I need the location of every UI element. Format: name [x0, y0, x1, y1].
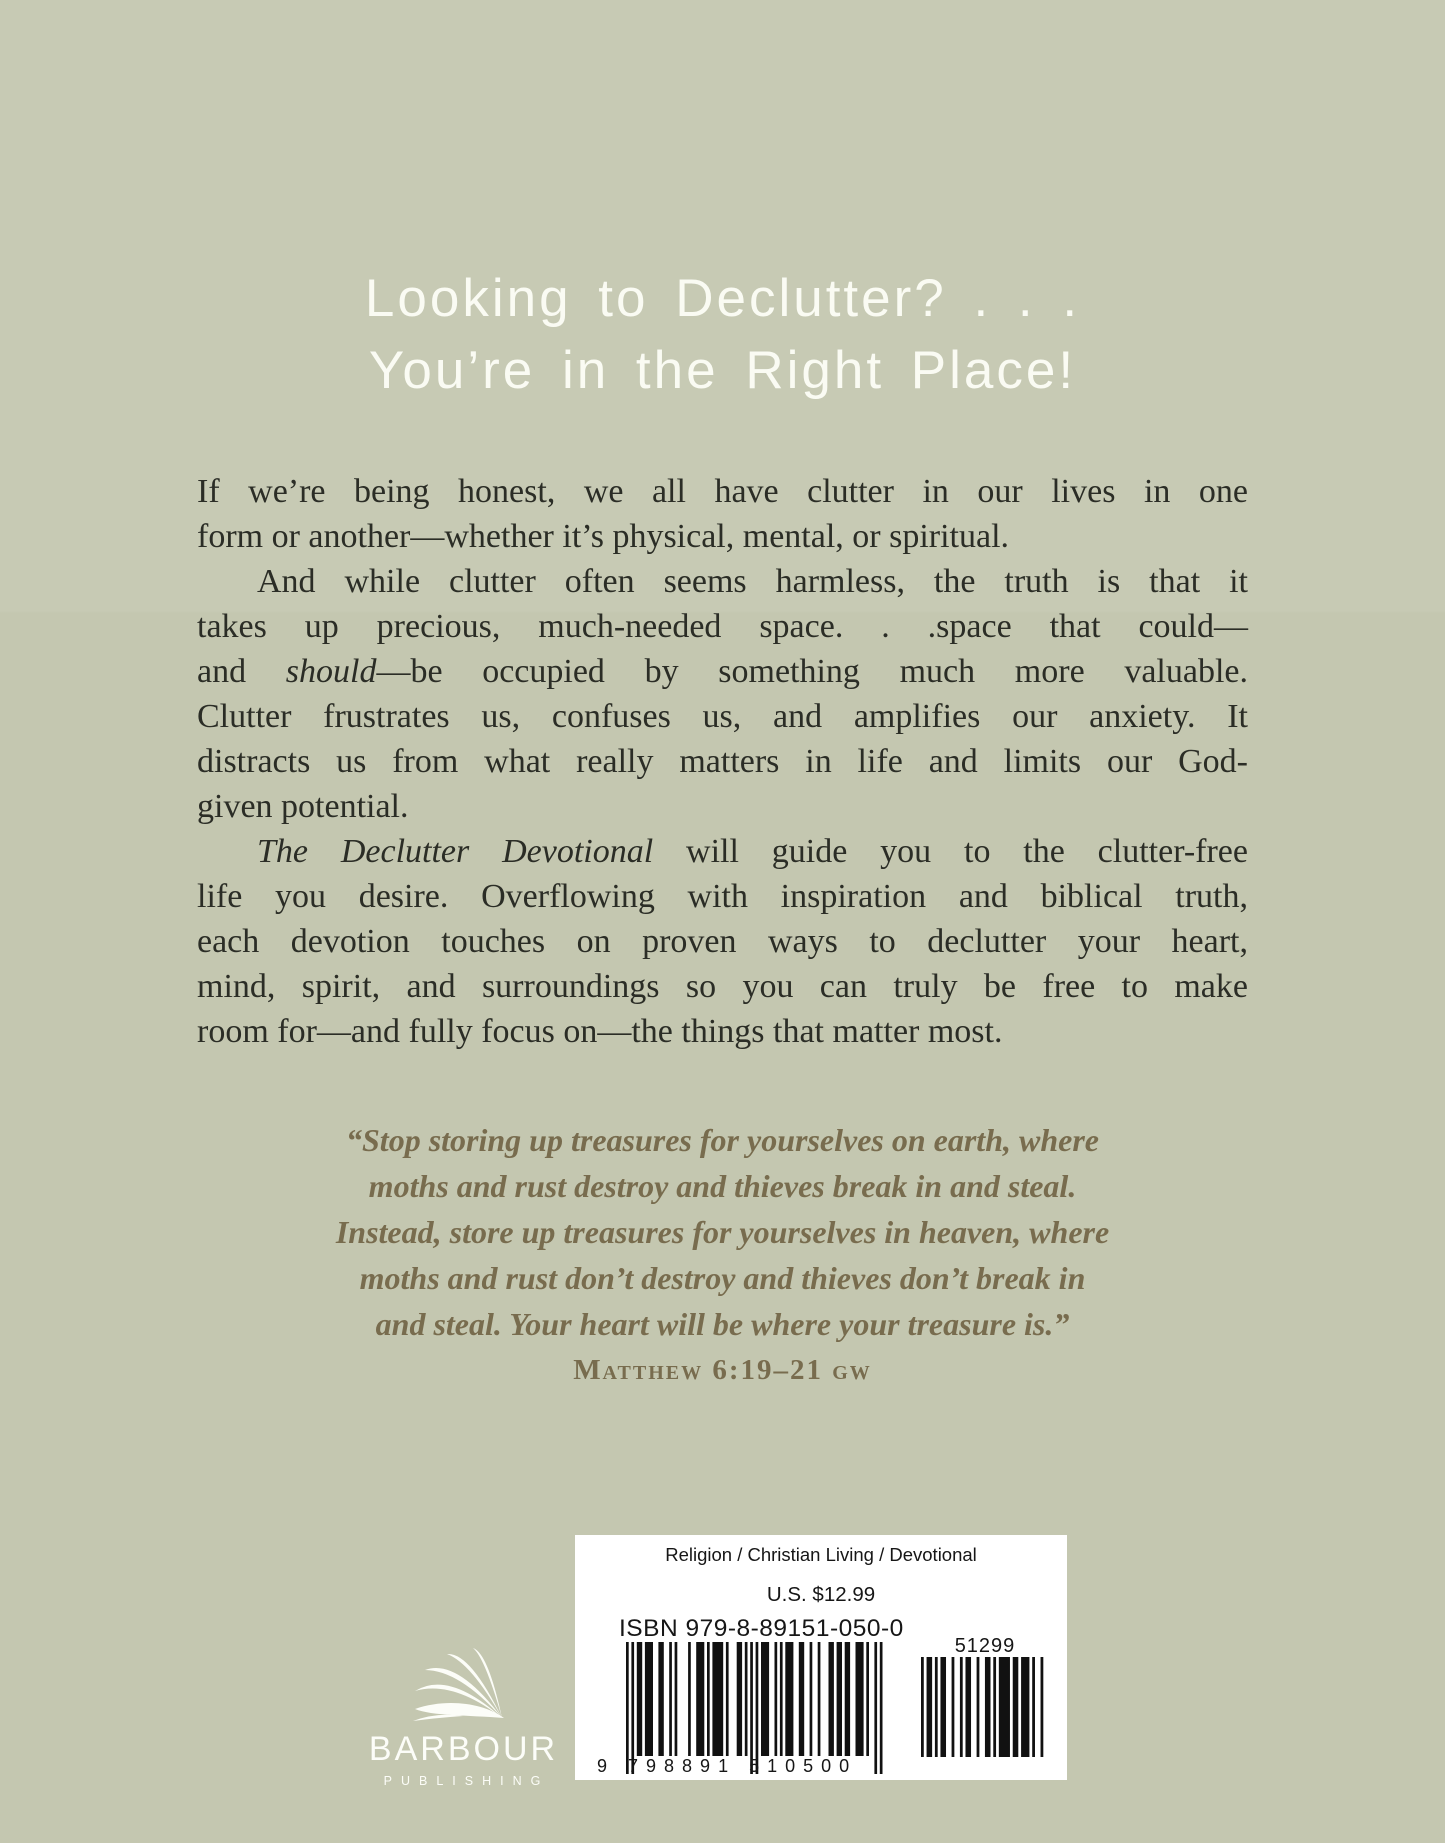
ean-barcode-icon: [626, 1642, 883, 1774]
body-line: And while clutter often seems harmless, the truth is that it: [257, 563, 1248, 600]
quote-line: moths and rust destroy and thieves break in and steal.: [368, 1168, 1077, 1204]
body-line: each devotion touches on proven ways to declutter your heart,: [197, 923, 1248, 960]
scripture-quote: [0, 1117, 1445, 1347]
category-label: Religion / Christian Living / Devotional: [665, 1544, 977, 1565]
body-line: mind, spirit, and surroundings so you can truly be free to make: [197, 968, 1248, 1005]
price-label: U.S. $12.99: [766, 1583, 876, 1606]
body-line: room for—and fully focus on—the things that matter most.: [197, 1013, 1003, 1050]
body-line: life you desire. Overflowing with inspiration and biblical truth,: [197, 878, 1248, 915]
quote-line: and steal. Your heart will be where your treasure is.”: [375, 1306, 1070, 1342]
quote-line: “Stop storing up treasures for yourselves on earth, where: [346, 1122, 1099, 1158]
body-line: form or another—whether it’s physical, mental, or spiritual.: [197, 518, 1010, 555]
barbour-logo: [342, 1646, 582, 1788]
publisher-subtitle: PUBLISHING: [383, 1774, 550, 1788]
body-line: distracts us from what really matters in life and limits our God-: [197, 743, 1248, 780]
barcode-box: [575, 1535, 1067, 1780]
barcode-digits: 9 798891 510500: [597, 1756, 858, 1776]
body-line: takes up precious, much-needed space. . .space that could—: [197, 608, 1248, 645]
isbn-label: ISBN 979-8-89151-050-0: [619, 1615, 904, 1642]
body-text: [197, 469, 1248, 1054]
publisher-name: BARBOUR: [368, 1730, 559, 1768]
headline-line-2: You’re in the Right Place!: [368, 341, 1077, 400]
body-line: The Declutter Devotional will guide you to the clutter-free: [257, 833, 1248, 870]
body-line: If we’re being honest, we all have clutter in our lives in one: [197, 473, 1248, 510]
body-line: and should—be occupied by something much more valuable.: [197, 653, 1248, 690]
addon-barcode-icon: [921, 1657, 1049, 1757]
body-line: given potential.: [197, 788, 409, 825]
fanned-pages-icon: [407, 1646, 517, 1726]
headline-line-1: Looking to Declutter? . . .: [364, 269, 1081, 328]
quote-line: Instead, store up treasures for yourselves in heaven, where: [335, 1214, 1110, 1250]
quote-line: moths and rust don’t destroy and thieves don’t break in: [359, 1260, 1086, 1296]
scripture-attribution: Matthew 6:19–21 gw: [573, 1354, 872, 1386]
cover-headline: [0, 263, 1445, 407]
body-line: Clutter frustrates us, confuses us, and amplifies our anxiety. It: [197, 698, 1248, 735]
addon-code-label: 51299: [954, 1635, 1016, 1657]
